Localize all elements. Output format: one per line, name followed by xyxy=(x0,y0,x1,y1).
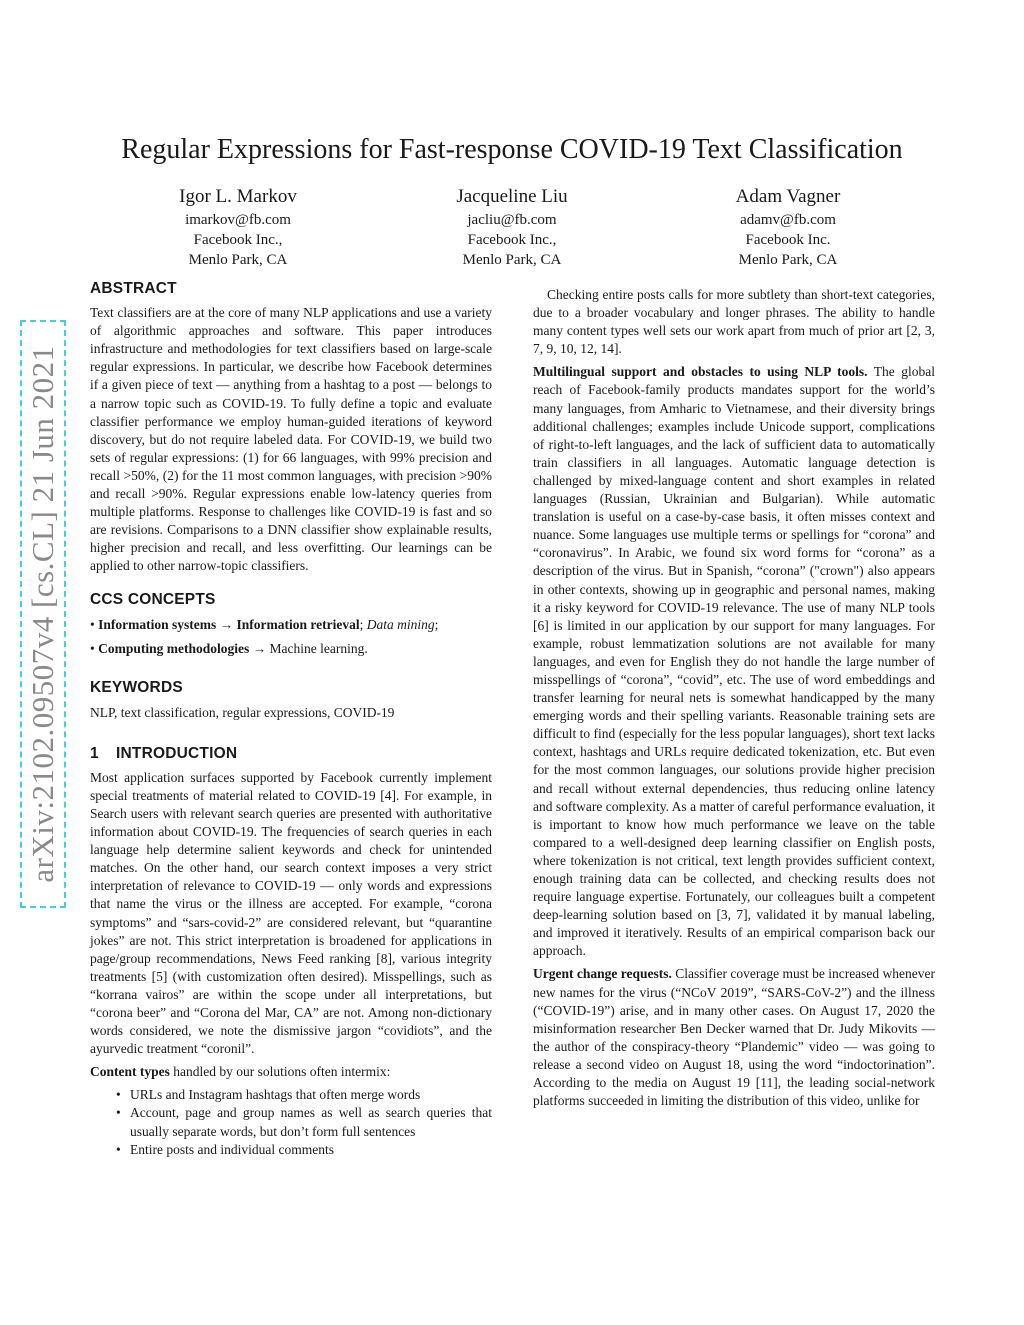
right-column xyxy=(533,286,935,1115)
multilingual-paragraph xyxy=(533,363,935,960)
author-name: Adam Vagner xyxy=(735,186,841,207)
author-name: Igor L. Markov xyxy=(179,186,297,207)
list-item-text: Entire posts and individual comments xyxy=(130,1141,334,1157)
author-name: Jacqueline Liu xyxy=(456,186,568,207)
run-in-heading: Multilingual support and obstacles to using NLP tools. xyxy=(533,364,868,380)
bullet: • xyxy=(116,1105,121,1121)
author-location: Menlo Park, CA xyxy=(188,252,288,268)
abstract-heading: ABSTRACT xyxy=(90,280,177,297)
paragraph-text: handled by our solutions often intermix: xyxy=(169,1064,391,1080)
content-types-list xyxy=(90,1086,492,1158)
paragraph-text: The global reach of Facebook-family products mandates support for the world’s many languages, from Amharic to Vietnamese, and their diversity brings additional challenges; examples include Unicode support, complications of right-to-left languages, and the lack of sufficient data to automatically train classifiers in all languages. Automatic language detection is challenged by mixed-language content and short examples in related languages (Russian, Ukrainian and Bulgarian). While automatic translation is useful on a case-by-case basis, it often misses context and nuance. Some languages use multiple terms or spellings for “corona” and “coronavirus”. In Arabic, we found six word forms for “corona” as a description of the virus. But in Spanish, “corona” ("crown") also appears in other contexts, showing up in geographic and personal names, making it a risky keyword for COVID-19 relevance. The use of many NLP tools [6] is limited in our application by our support for many languages. For example, robust lemmatization solutions are not available for many languages, and even for English they do not handle the large number of misspellings of “corona”, “covid”, etc. The use of word embeddings and transfer learning for neural nets is somewhat handicapped by the many emerging words and their spelling variants. Reasonable training sets are difficult to find (especially for the less popular languages), short text lacks context, hashtags and URLs require dedicated tokenization, etc. But even for the most common languages, our solutions provide higher precision and recall without external dependencies, thus reducing online latency and software complexity. As a matter of careful performance evaluation, it is important to know how much performance we leave on the table compared to a well-designed deep learning classifier on English posts, where tokenization is not critical, text length provides sufficient context, enough training data can be collected, and checking results does not require language expertise. Fortunately, our colleagues built a competent deep-learning solution based on [3, 7], validated it by manual labeling, and improved it iteratively. Results of an empirical comparison back our approach. xyxy=(533,364,935,959)
list-item xyxy=(116,1086,492,1104)
ccs-category: Computing methodologies xyxy=(98,640,250,656)
urgent-paragraph xyxy=(533,965,935,1110)
author-3 xyxy=(658,186,918,270)
run-in-heading: Urgent change requests. xyxy=(533,966,672,982)
list-item xyxy=(116,1104,492,1140)
bullet: • xyxy=(90,640,95,656)
author-affiliation: Facebook Inc., xyxy=(467,232,557,248)
author-1 xyxy=(108,186,368,270)
ccs-category: Information systems xyxy=(98,616,217,632)
author-email: adamv@fb.com xyxy=(740,212,836,228)
list-item xyxy=(116,1141,492,1159)
author-affiliation: Facebook Inc. xyxy=(745,232,831,248)
section-number: 1 xyxy=(90,744,99,762)
intro-paragraph: Most application surfaces supported by Facebook currently implement special treatments of material related to COVID-19 [4]. For example, in Search users with relevant search queries are presented with authoritative information about COVID-19. The frequencies of search queries in each language help determine salient keywords and check for unintended matches. On the other hand, our search context imposes a very strict interpretation of relevance to COVID-19 — only words and expressions that name the virus or the illness are accepted. For example, “corona symptoms” and “sars-covid-2” are considered relevant, but “quarantine jokes” are not. This strict interpretation is broadened for applications in page/group recommendations, News Feed ranking [8], various integrity treatments [5] (with customization often desired). Misspellings, such as “korrana vairos” are within the scope under all interpretations, but “corona beer” and “Corona del Mar, CA” are not. Among non-dictionary words considered, we note the dismissive jargon “covidiots”, and the ayurvedic treatment “coronil”. xyxy=(90,769,492,1057)
author-affiliation: Facebook Inc., xyxy=(193,232,283,248)
content-types-paragraph xyxy=(90,1063,492,1081)
ccs-heading: CCS CONCEPTS xyxy=(90,590,216,608)
bullet: • xyxy=(116,1087,121,1103)
keywords-heading: KEYWORDS xyxy=(90,678,183,696)
intro-heading xyxy=(90,745,492,763)
bullet: • xyxy=(90,616,95,632)
left-column xyxy=(90,280,492,1159)
ccs-subcategory: Information retrieval xyxy=(236,616,360,632)
ccs-subcategory: Machine learning. xyxy=(269,640,368,656)
keywords-text: NLP, text classification, regular expressions, COVID-19 xyxy=(90,704,395,720)
author-location: Menlo Park, CA xyxy=(462,252,562,268)
paper-title: Regular Expressions for Fast-response COVID-19 Text Classification xyxy=(121,134,903,165)
list-item-text: URLs and Instagram hashtags that often merge words xyxy=(130,1087,421,1103)
author-location: Menlo Park, CA xyxy=(738,252,838,268)
section-title: INTRODUCTION xyxy=(116,744,238,762)
abstract-text: Text classifiers are at the core of many NLP applications and use a variety of algorithmic approaches and software. This paper introduces infrastructure and methodologies for text classifiers based on large-scale regular expressions. In particular, we describe how Facebook determines if a given piece of text — anything from a hashtag to a post — belongs to a narrow topic such as COVID-19. To fully define a topic and evaluate classifier performance we employ human-guided iterations of keyword discovery, but do not require labeled data. For COVID-19, we build two sets of regular expressions: (1) for 66 languages, with 99% precision and recall >50%, (2) for the 11 most common languages, with precision >90% and recall >90%. Regular expressions enable low-latency queries from multiple platforms. Response to challenges like COVID-19 is fast and so are revisions. Comparisons to a DNN classifier show explainable results, higher precision and recall, and less overfitting. Our learnings can be applied to other narrow-topic classifiers. xyxy=(90,305,492,574)
arxiv-stamp xyxy=(20,320,66,908)
paragraph-text: Classifier coverage must be increased whenever new names for the virus (“NCoV 2019”, “SARS-CoV-2”) and the illness (“COVID-19”) arise, and in many other cases. On August 17, 2020 the misinformation researcher Ben Decker warned that Dr. Judy Mikovits — the author of the conspiracy-theory “Plandemic” video — was going to release a second video on August 18, using the word “indoctorination”. According to the media on August 19 [11], the leading social-network platforms succeeded in limiting the distribution of this video, unlike for xyxy=(533,966,936,1109)
list-item-text: Account, page and group names as well as search queries that usually separate words, but don’t form full sentences xyxy=(130,1105,492,1139)
separator: ; xyxy=(434,616,439,632)
run-in-heading: Content types xyxy=(90,1064,170,1080)
author-block xyxy=(0,186,1024,276)
ccs-line-1 xyxy=(90,615,492,634)
prior-art-paragraph: Checking entire posts calls for more subtlety than short-text categories, due to a broader vocabulary and longer phrases. The ability to handle many content types well sets our work apart from much of prior art [2, 3, 7, 9, 10, 12, 14]. xyxy=(533,287,935,357)
bullet: • xyxy=(116,1141,121,1157)
author-email: imarkov@fb.com xyxy=(185,212,291,228)
arrow-icon: → xyxy=(249,640,270,656)
ccs-extra: Data mining xyxy=(366,616,435,632)
arxiv-id: arXiv:2102.09507v4 [cs.CL] 21 Jun 2021 xyxy=(25,345,60,883)
author-2 xyxy=(382,186,642,270)
separator: ; xyxy=(359,616,367,632)
arrow-icon: → xyxy=(216,616,237,632)
ccs-line-2 xyxy=(90,639,492,658)
author-email: jacliu@fb.com xyxy=(467,212,557,228)
